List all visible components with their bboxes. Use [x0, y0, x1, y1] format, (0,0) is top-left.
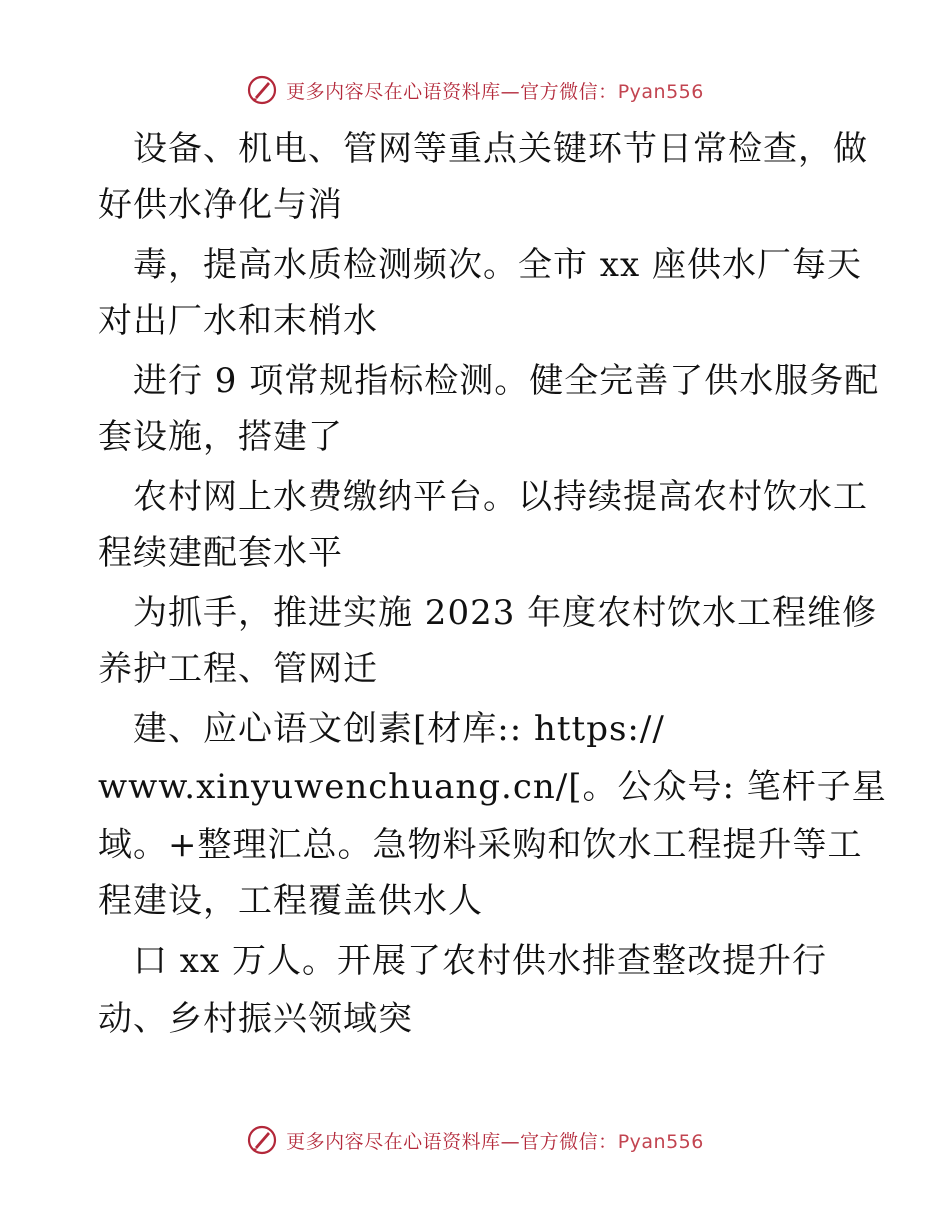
watermark-dash: — [500, 1130, 521, 1153]
text-line: 域。+整理汇总。急物料采购和饮水工程提升等工 [98, 825, 863, 865]
text-line: 动、乡村振兴领域突 [98, 999, 413, 1039]
watermark-account: Pyan556 [617, 1130, 704, 1153]
watermark-suffix: 官方微信： [520, 80, 618, 103]
watermark-text [286, 77, 704, 104]
text-line: 毒，提高水质检测频次。全市 xx 座供水厂每天 [98, 245, 862, 285]
text-line: 设备、机电、管网等重点关键环节日常检查，做 [98, 129, 868, 169]
watermark-footer [0, 1120, 950, 1160]
text-line: 为抓手，推进实施 2023 年度农村饮水工程维修 [98, 593, 878, 633]
watermark-header [0, 70, 950, 110]
text-line: 农村网上水费缴纳平台。以持续提高农村饮水工 [98, 477, 868, 517]
feather-logo-icon [246, 74, 278, 106]
watermark-suffix: 官方微信： [520, 1130, 618, 1153]
text-line: 养护工程、管网迁 [98, 649, 378, 689]
text-line: 口 xx 万人。开展了农村供水排查整改提升行 [98, 941, 827, 981]
text-line: 程建设，工程覆盖供水人 [98, 881, 483, 921]
watermark-main: 更多内容尽在心语资料库 [286, 80, 501, 103]
watermark-text [286, 1127, 704, 1154]
text-line: 程续建配套水平 [98, 533, 343, 573]
text-line: 对出厂水和末梢水 [98, 301, 378, 341]
text-line: 建、应心语文创素[材库:: https:// [98, 709, 665, 749]
text-line: 进行 9 项常规指标检测。健全完善了供水服务配 [98, 361, 880, 401]
watermark-main: 更多内容尽在心语资料库 [286, 1130, 501, 1153]
watermark-dash: — [500, 80, 521, 103]
text-line: 套设施，搭建了 [98, 417, 343, 457]
watermark-account: Pyan556 [617, 80, 704, 103]
feather-logo-icon [246, 1124, 278, 1156]
text-line: 好供水净化与消 [98, 185, 343, 225]
text-line: www.xinyuwenchuang.cn/[。公众号: 笔杆子星 [98, 767, 887, 807]
